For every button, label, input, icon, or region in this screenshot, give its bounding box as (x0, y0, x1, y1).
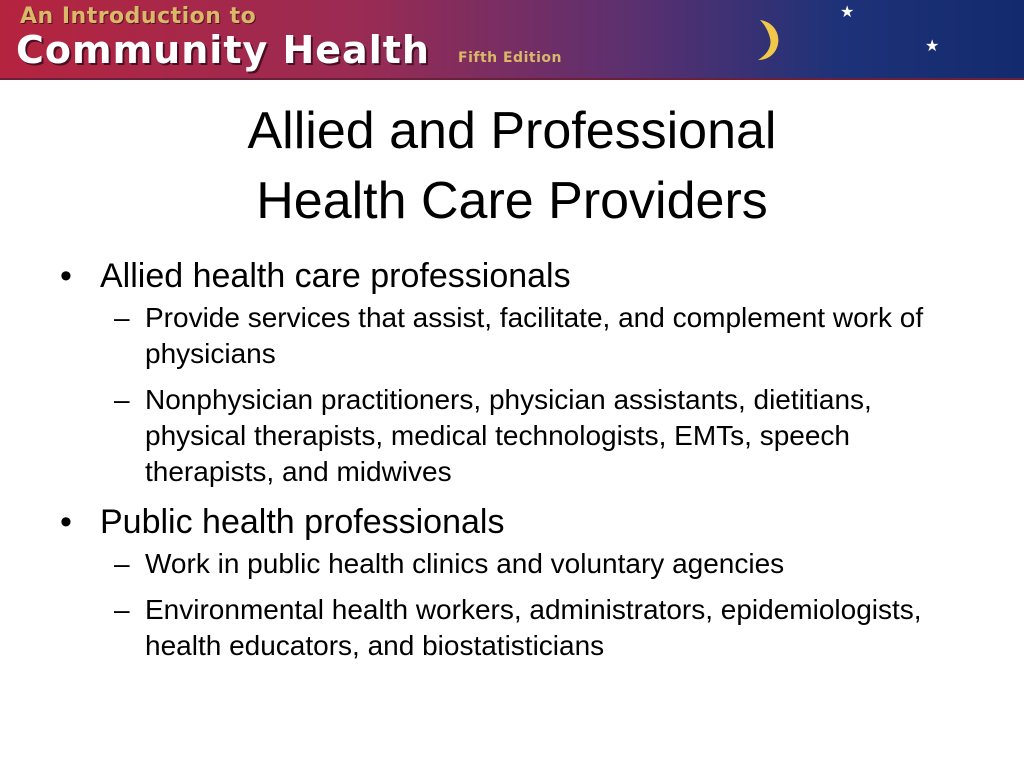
sub-bullet-text: Nonphysician practitioners, physician assistants, dietitians, physical therapists, medical technologists, EMTs, speech therapists, and midwives (145, 384, 872, 487)
slide-title-line-2: Health Care Providers (256, 172, 768, 230)
sub-bullet (56, 300, 945, 372)
sub-bullet-text: Environmental health workers, administrators, epidemiologists, health educators, and biostatisticians (145, 594, 922, 661)
banner-title: Community Health (16, 28, 430, 72)
sub-list-allied-health (56, 300, 996, 490)
dash-marker: – (114, 302, 130, 333)
sub-bullet-text: Provide services that assist, facilitate, and complement work of physicians (145, 302, 924, 369)
dash-marker: – (114, 594, 130, 625)
dash-marker: – (114, 548, 130, 579)
bullet-text: Allied health care professionals (100, 257, 571, 295)
star-icon: ★ (840, 2, 855, 21)
banner-subtitle: An Introduction to (20, 4, 257, 29)
banner-edition: Fifth Edition (458, 50, 562, 66)
bullet-allied-health (56, 254, 996, 298)
sub-bullet (56, 382, 945, 490)
star-icon: ★ (925, 36, 940, 55)
slide-content (56, 254, 996, 674)
header-banner (0, 0, 1024, 80)
crescent-moon-icon (752, 18, 782, 62)
dash-marker: – (114, 384, 130, 415)
sub-bullet (56, 546, 945, 582)
bullet-public-health (56, 500, 996, 544)
slide-title-line-1: Allied and Professional (247, 102, 777, 160)
bullet-text: Public health professionals (100, 503, 505, 541)
sub-bullet (56, 592, 945, 664)
bullet-marker: • (60, 503, 72, 541)
sub-list-public-health (56, 546, 996, 664)
sub-bullet-text: Work in public health clinics and voluntary agencies (145, 548, 785, 579)
slide-title (0, 96, 1024, 236)
bullet-marker: • (60, 257, 72, 295)
